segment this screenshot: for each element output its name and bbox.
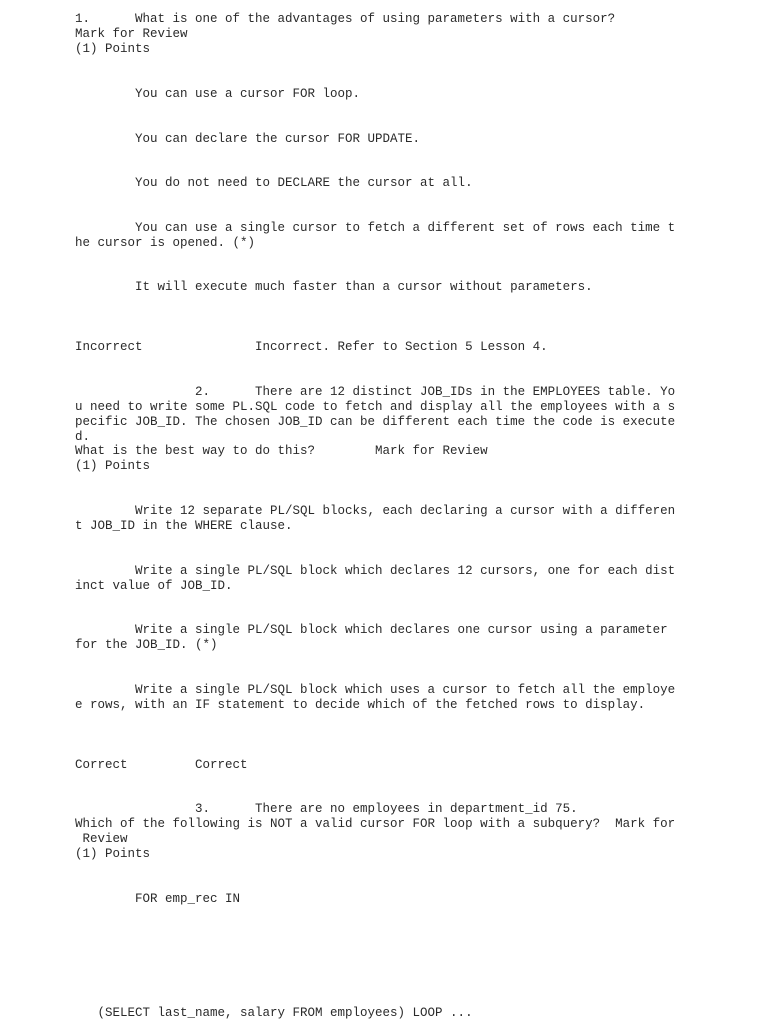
- question-1-points: (1) Points: [75, 42, 151, 56]
- question-3-code-line: (SELECT last_name, salary FROM employees) LOOP ...: [75, 1006, 473, 1020]
- question-1-mark-for-review: Mark for Review: [75, 27, 188, 41]
- question-2-text-line-2: pecific JOB_ID. The chosen JOB_ID can be different each time the code is execute: [75, 415, 676, 429]
- question-1-option-4-line-1: You can use a single cursor to fetch a different set of rows each time t: [75, 221, 676, 235]
- question-2-option-1-line-2: t JOB_ID in the WHERE clause.: [75, 519, 293, 533]
- question-2-text-line-4: What is the best way to do this? Mark for Review: [75, 444, 488, 458]
- question-3-points: (1) Points: [75, 847, 151, 861]
- question-3-header: 3. There are no employees in department_id 75.: [75, 802, 578, 816]
- question-2-option-4-line-1: Write a single PL/SQL block which uses a cursor to fetch all the employe: [75, 683, 676, 697]
- question-1-option-3: You do not need to DECLARE the cursor at all.: [75, 176, 473, 190]
- question-2-header: 2. There are 12 distinct JOB_IDs in the EMPLOYEES table. Yo: [75, 385, 676, 399]
- question-2-result: Correct Correct: [75, 758, 248, 772]
- question-2-option-2-line-2: inct value of JOB_ID.: [75, 579, 233, 593]
- question-2-option-1-line-1: Write 12 separate PL/SQL blocks, each declaring a cursor with a differen: [75, 504, 676, 518]
- question-1-header: 1. What is one of the advantages of using parameters with a cursor?: [75, 12, 616, 26]
- question-1-result: Incorrect Incorrect. Refer to Section 5 Lesson 4.: [75, 340, 548, 354]
- question-2-option-3-line-1: Write a single PL/SQL block which declares one cursor using a parameter: [75, 623, 668, 637]
- question-1-option-5: It will execute much faster than a cursor without parameters.: [75, 280, 593, 294]
- question-3-text-line-1: Which of the following is NOT a valid cursor FOR loop with a subquery? Mark for: [75, 817, 676, 831]
- question-2-option-3-line-2: for the JOB_ID. (*): [75, 638, 218, 652]
- question-1-option-4-line-2: he cursor is opened. (*): [75, 236, 256, 250]
- question-3-option-1-line-1: FOR emp_rec IN: [75, 892, 241, 906]
- question-3-text-line-2: Review: [75, 832, 128, 846]
- question-2-text-line-1: u need to write some PL.SQL code to fetch and display all the employees with a s: [75, 400, 676, 414]
- question-2-option-2-line-1: Write a single PL/SQL block which declares 12 cursors, one for each dist: [75, 564, 676, 578]
- question-1-option-1: You can use a cursor FOR loop.: [75, 87, 361, 101]
- question-2-text-line-3: d.: [75, 430, 91, 444]
- question-1-option-2: You can declare the cursor FOR UPDATE.: [75, 132, 421, 146]
- question-2-option-4-line-2: e rows, with an IF statement to decide which of the fetched rows to display.: [75, 698, 646, 712]
- question-2-points: (1) Points: [75, 459, 151, 473]
